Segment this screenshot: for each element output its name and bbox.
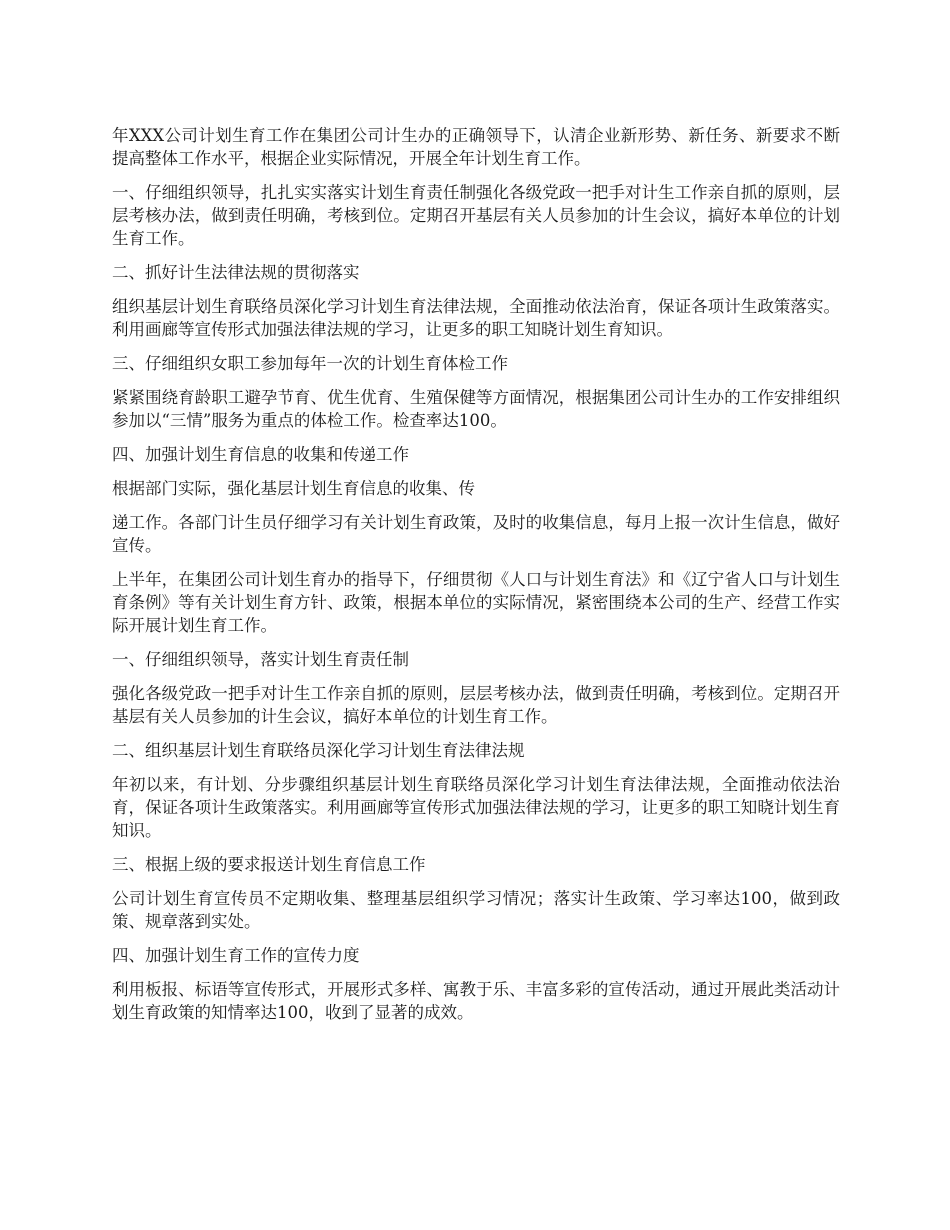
section-3-paragraph: 紧紧围绕育龄职工避孕节育、优生优育、生殖保健等方面情况，根据集团公司计生办的工作安排组织参加以“三情”服务为重点的体检工作。检查率达100。 [112, 388, 840, 430]
section-3-heading: 三、仔细组织女职工参加每年一次的计划生育体检工作 [112, 354, 508, 373]
half-year-section-1-paragraph: 强化各级党政一把手对计生工作亲自抓的原则，层层考核办法，做到责任明确，考核到位。定期召开基层有关人员参加的计生会议，搞好本单位的计划生育工作。 [112, 684, 840, 726]
section-2-paragraph: 组织基层计划生育联络员深化学习计划生育法律法规，全面推动依法治育，保证各项计生政策落实。利用画廊等宣传形式加强法律法规的学习，让更多的职工知晓计划生育知识。 [112, 297, 840, 339]
section-2-heading: 二、抓好计生法律法规的贯彻落实 [112, 263, 360, 282]
half-year-section-3-heading: 三、根据上级的要求报送计划生育信息工作 [112, 855, 426, 874]
section-1-paragraph: 一、仔细组织领导，扎扎实实落实计划生育责任制强化各级党政一把手对计生工作亲自抓的原则，层层考核办法，做到责任明确，考核到位。定期召开基层有关人员参加的计生会议，搞好本单位的计划生育工作。 [112, 183, 840, 248]
document-body [112, 124, 840, 1035]
intro-paragraph: 年XXX公司计划生育工作在集团公司计生办的正确领导下，认清企业新形势、新任务、新要求不断提高整体工作水平，根据企业实际情况，开展全年计划生育工作。 [112, 126, 840, 168]
half-year-section-2-heading: 二、组织基层计划生育联络员深化学习计划生育法律法规 [112, 741, 525, 760]
half-year-section-2-paragraph: 年初以来，有计划、分步骤组织基层计划生育联络员深化学习计划生育法律法规，全面推动依法治育，保证各项计生政策落实。利用画廊等宣传形式加强法律法规的学习，让更多的职工知晓计划生育知识。 [112, 775, 840, 840]
half-year-section-1-heading: 一、仔细组织领导，落实计划生育责任制 [112, 650, 409, 669]
section-4-paragraph-part2: 递工作。各部门计生员仔细学习有关计划生育政策，及时的收集信息，每月上报一次计生信息，做好宣传。 [112, 513, 840, 555]
section-4-heading: 四、加强计划生育信息的收集和传递工作 [112, 445, 409, 464]
section-4-paragraph-part1: 根据部门实际，强化基层计划生育信息的收集、传 [112, 479, 475, 498]
half-year-section-3-paragraph: 公司计划生育宣传员不定期收集、整理基层组织学习情况；落实计生政策、学习率达100，做到政策、规章落到实处。 [112, 889, 840, 931]
half-year-intro-paragraph: 上半年，在集团公司计划生育办的指导下，仔细贯彻《人口与计划生育法》和《辽宁省人口与计划生育条例》等有关计划生育方针、政策，根据本单位的实际情况，紧密围绕本公司的生产、经营工作实际开展计划生育工作。 [112, 570, 840, 635]
half-year-section-4-paragraph: 利用板报、标语等宣传形式，开展形式多样、寓教于乐、丰富多彩的宣传活动，通过开展此类活动计划生育政策的知情率达100，收到了显著的成效。 [112, 980, 840, 1022]
half-year-section-4-heading: 四、加强计划生育工作的宣传力度 [112, 946, 360, 965]
